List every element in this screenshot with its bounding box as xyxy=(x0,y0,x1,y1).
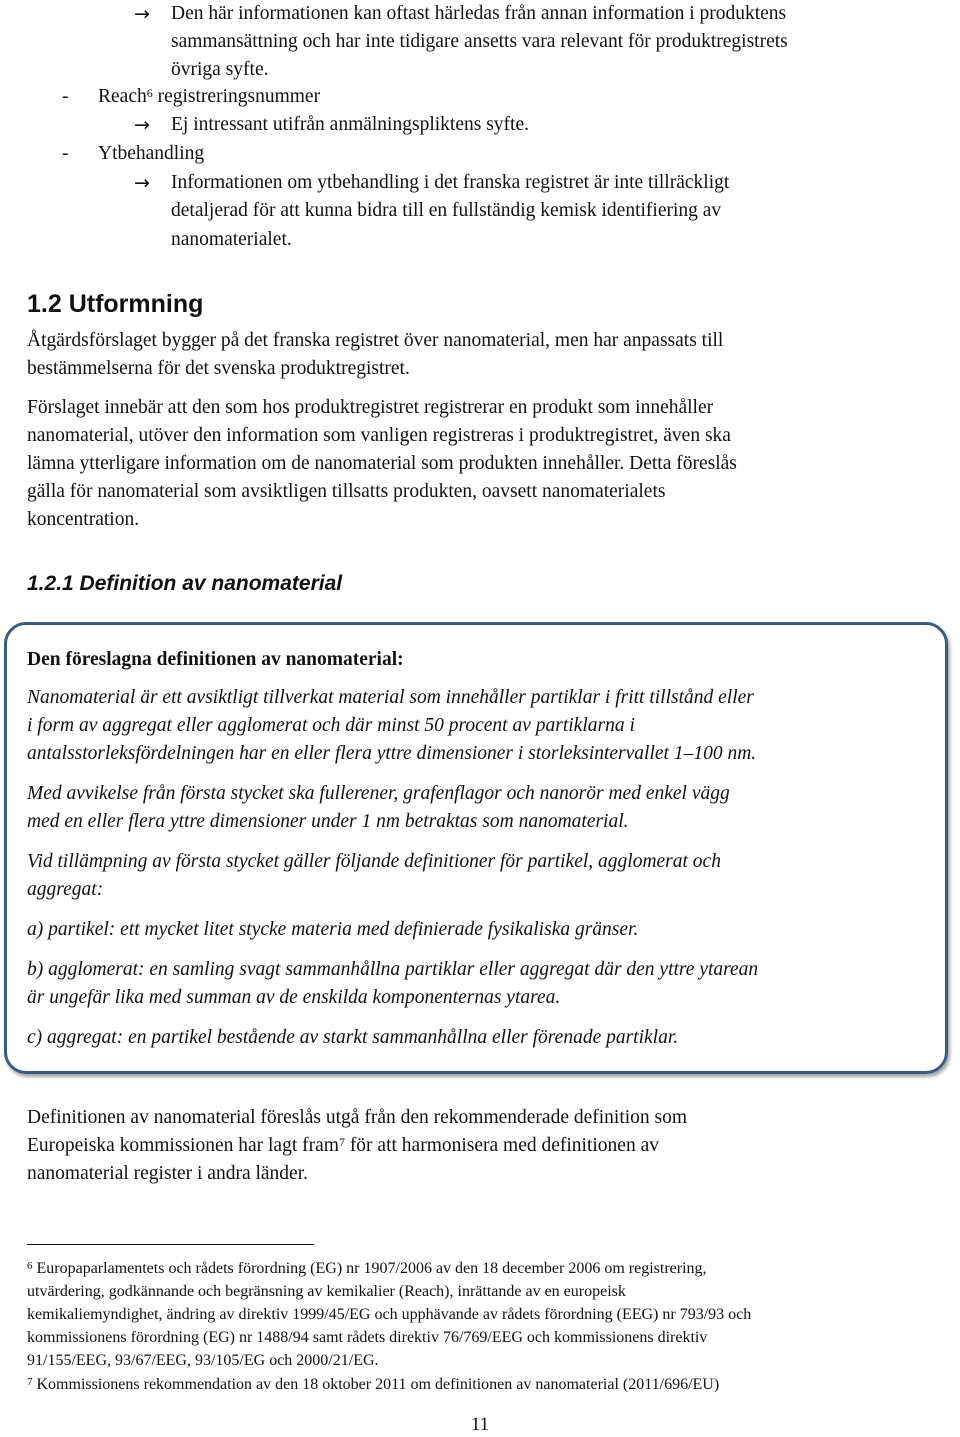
footnote-text: Kommissionens rekommendation av den 18 oktober 2011 om definitionen av nanomaterial (2011/696/EU) xyxy=(32,1376,720,1393)
definition-line: med en eller flera yttre dimensioner under 1 nm betraktas som nanomaterial. xyxy=(27,811,629,832)
bullet-text-line: Informationen om ytbehandling i det franska registret är inte tillräckligt xyxy=(171,172,730,193)
definition-line: antalsstorleksfördelningen har en eller flera yttre dimensioner i storleksintervallet 1–100 nm. xyxy=(27,743,757,764)
paragraph-line xyxy=(27,1132,659,1160)
paragraph-line: gälla för nanomaterial som avsiktligen tillsatts produkten, oavsett nanomaterialets xyxy=(27,481,666,502)
bullet-text-line: nanomaterialet. xyxy=(171,229,292,250)
paragraph-line: nanomaterial, utöver den information som vanligen registreras i produktregistret, även ska xyxy=(27,425,731,446)
paragraph-line: lämna ytterligare information om de nanomaterial som produkten innehåller. Detta föreslås xyxy=(27,453,737,474)
footnote-ref-6: 6 xyxy=(146,86,153,100)
bullet-text-line: Ej intressant utifrån anmälningspliktens syfte. xyxy=(171,114,529,135)
list-item-reach xyxy=(98,83,320,111)
footnote-6 xyxy=(27,1257,707,1281)
paragraph-line: nanomaterial register i andra länder. xyxy=(27,1163,308,1184)
bullet-text-line: detaljerad för att kunna bidra till en fullständig kemisk identifiering av xyxy=(171,200,722,221)
definition-item-b-cont: är ungefär lika med summan av de enskilda komponenternas ytarea. xyxy=(27,987,561,1008)
bullet-text-line: sammansättning och har inte tidigare ansetts vara relevant för produktregistrets xyxy=(171,31,788,52)
footnote-7 xyxy=(27,1373,719,1397)
closing-text: Europeiska kommissionen har lagt fram xyxy=(27,1135,339,1156)
definition-line: i form av aggregat eller agglomerat och där minst 50 procent av partiklarna i xyxy=(27,715,635,736)
paragraph-line: Definitionen av nanomaterial föreslås utgå från den rekommenderade definition som xyxy=(27,1107,688,1128)
definition-item-b: b) agglomerat: en samling svagt sammanhållna partiklar eller aggregat där den yttre ytarean xyxy=(27,959,759,980)
list-item-ytbehandling: Ytbehandling xyxy=(98,143,205,164)
arrow-icon: → xyxy=(134,3,150,25)
footnote-line: utvärdering, godkännande och begränsning av kemikalier (Reach), inrättande av en europeisk xyxy=(27,1283,626,1300)
footnote-line: 91/155/EEG, 93/67/EEG, 93/105/EG och 2000/21/EG. xyxy=(27,1352,379,1369)
footnote-text: Europaparlamentets och rådets förordning (EG) nr 1907/2006 av den 18 december 2006 om registrering, xyxy=(32,1260,707,1277)
footnote-divider xyxy=(27,1244,314,1245)
definition-line: Med avvikelse från första stycket ska fullerener, grafenflagor och nanorör med enkel vägg xyxy=(27,783,730,804)
arrow-icon: → xyxy=(134,114,150,136)
subsection-heading: 1.2.1 Definition av nanomaterial xyxy=(27,572,343,595)
reach-label: Reach xyxy=(98,86,147,107)
footnote-number: 6 xyxy=(27,1260,33,1272)
definition-item-c: c) aggregat: en partikel bestående av starkt sammanhållna eller förenade partiklar. xyxy=(27,1027,679,1048)
reach-rest: registreringsnummer xyxy=(152,86,321,107)
closing-text: för att harmonisera med definitionen av xyxy=(344,1135,659,1156)
definition-line: Nanomaterial är ett avsiktligt tillverkat material som innehåller partiklar i fritt tillstånd eller xyxy=(27,687,754,708)
page-number: 11 xyxy=(470,1414,490,1435)
list-dash: - xyxy=(62,143,69,164)
bullet-text-line: Den här informationen kan oftast härledas från annan information i produktens xyxy=(171,3,787,24)
paragraph-line: Förslaget innebär att den som hos produktregistret registrerar en produkt som innehåller xyxy=(27,397,714,418)
paragraph-line: Åtgärdsförslaget bygger på det franska registret över nanomaterial, men har anpassats till xyxy=(27,330,724,351)
definition-title: Den föreslagna definitionen av nanomaterial: xyxy=(27,649,404,670)
definition-item-a: a) partikel: ett mycket litet stycke materia med definierade fysikaliska gränser. xyxy=(27,919,639,940)
bullet-text-line: övriga syfte. xyxy=(171,59,269,80)
definition-line: aggregat: xyxy=(27,879,104,900)
paragraph-line: bestämmelserna för det svenska produktregistret. xyxy=(27,358,410,379)
section-heading: 1.2 Utformning xyxy=(27,290,204,318)
footnote-line: kemikaliemyndighet, ändring av direktiv 1999/45/EG och upphävande av rådets förordning (EEG) nr 793/93 och xyxy=(27,1306,752,1323)
paragraph-line: koncentration. xyxy=(27,509,140,530)
definition-line: Vid tillämpning av första stycket gäller följande definitioner för partikel, agglomerat och xyxy=(27,851,721,872)
footnote-line: kommissionens förordning (EG) nr 1488/94 samt rådets direktiv 76/769/EEG och kommissionens direktiv xyxy=(27,1329,708,1346)
arrow-icon: → xyxy=(134,172,150,194)
footnote-number: 7 xyxy=(27,1376,33,1388)
list-dash: - xyxy=(62,86,69,107)
footnote-ref-7: 7 xyxy=(338,1135,345,1149)
